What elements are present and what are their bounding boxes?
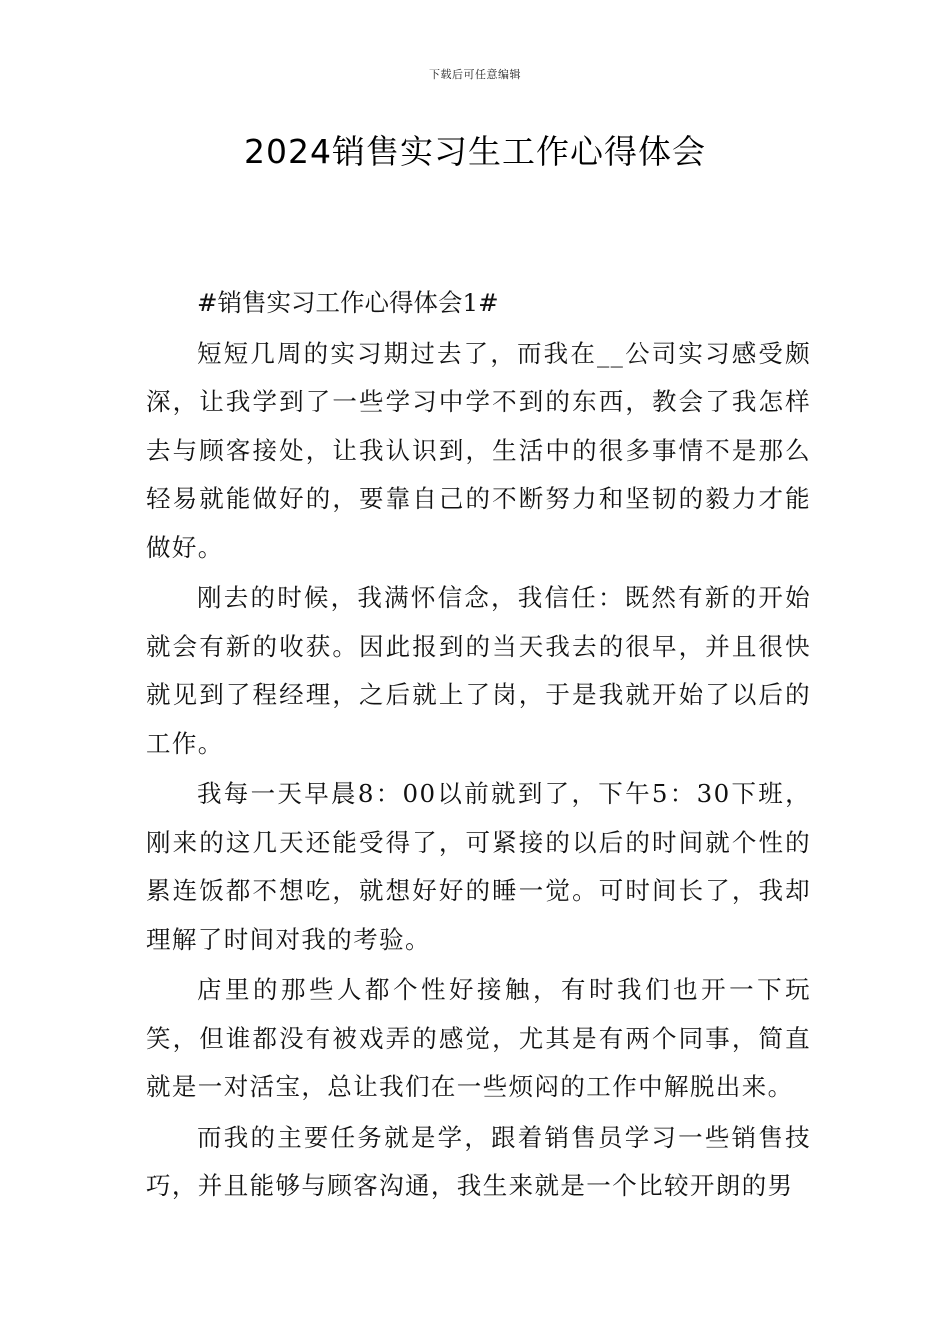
paragraph-5: 而我的主要任务就是学，跟着销售员学习一些销售技巧，并且能够与顾客沟通，我生来就是一个比较开朗的男 <box>146 1122 811 1200</box>
header-note: 下载后可任意编辑 <box>429 68 521 81</box>
document-body <box>146 279 811 1213</box>
section-heading: #销售实习工作心得体会1# <box>197 288 499 317</box>
paragraph-4: 店里的那些人都个性好接触，有时我们也开一下玩笑，但谁都没有被戏弄的感觉，尤其是有两个同事，简直就是一对活宝，总让我们在一些烦闷的工作中解脱出来。 <box>146 975 811 1101</box>
paragraph-3: 我每一天早晨8：00以前就到了，下午5：30下班，刚来的这几天还能受得了，可紧接的以后的时间就个性的累连饭都不想吃，就想好好的睡一觉。可时间长了，我却理解了时间对我的考验。 <box>146 779 811 954</box>
paragraph-2: 刚去的时候，我满怀信念，我信任：既然有新的开始就会有新的收获。因此报到的当天我去的很早，并且很快就见到了程经理，之后就上了岗，于是我就开始了以后的工作。 <box>146 583 811 758</box>
paragraph-1: 短短几周的实习期过去了，而我在__公司实习感受颇深，让我学到了一些学习中学不到的东西，教会了我怎样去与顾客接处，让我认识到，生活中的很多事情不是那么轻易就能做好的，要靠自己的不断努力和坚韧的毅力才能做好。 <box>146 338 811 562</box>
document-title: 2024销售实习生工作心得体会 <box>244 132 706 171</box>
